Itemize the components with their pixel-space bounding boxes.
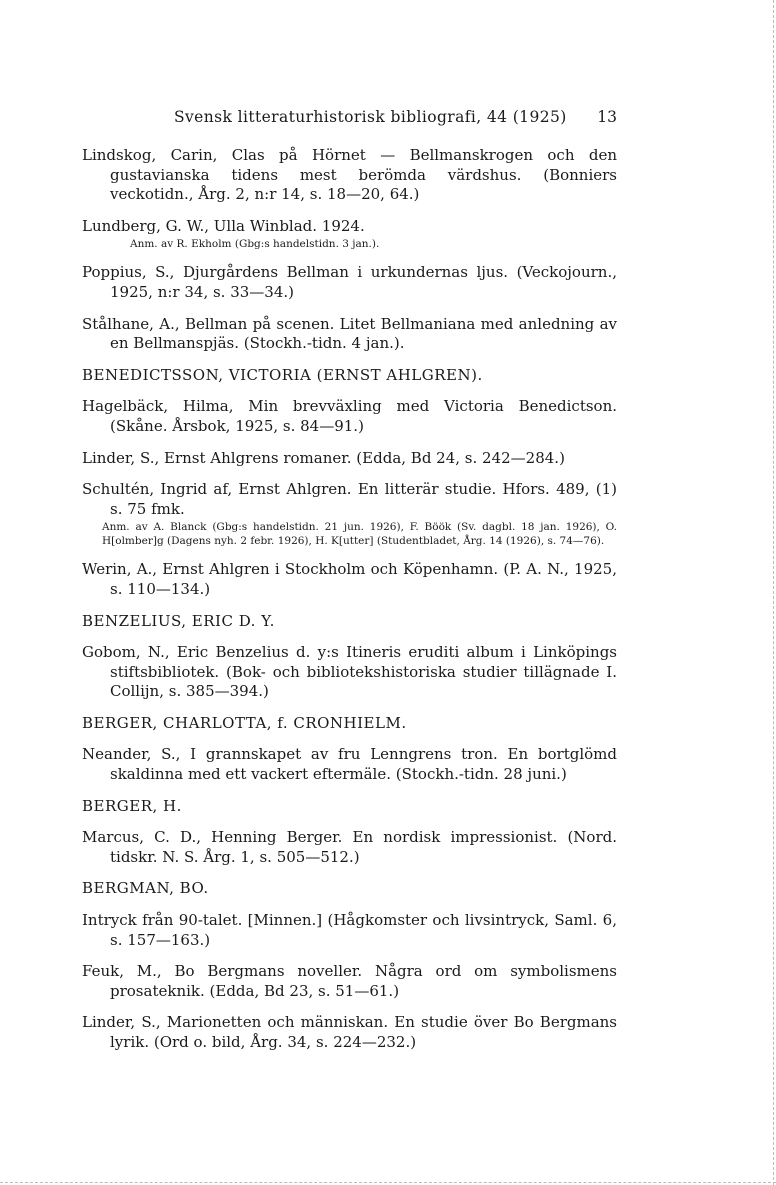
- entry-text: Schultén, Ingrid af, Ernst Ahlgren. En litterär studie. Hfors. 489, (1) s. 75 fmk.: [82, 480, 617, 518]
- scan-edge-right: [773, 0, 774, 1185]
- entry-text: Linder, S., Ernst Ahlgrens romaner. (Edda, Bd 24, s. 242—284.): [82, 448, 565, 467]
- author-heading: BERGMAN, BO.: [82, 879, 209, 898]
- bibliography-entry: [82, 643, 617, 702]
- author-heading: BERGER, H.: [82, 796, 182, 815]
- bibliography-entry: [82, 911, 617, 950]
- entry-text: Poppius, S., Djurgårdens Bellman i urkundernas ljus. (Veckojourn., 1925, n:r 34, s. 33—34.): [82, 263, 617, 301]
- entry-text: Linder, S., Marionetten och människan. En studie över Bo Bergmans lyrik. (Ord o. bild, Årg. 34, s. 224—232.): [82, 1013, 617, 1051]
- entry-text: Gobom, N., Eric Benzelius d. y:s Itineris eruditi album i Linköpings stiftsbibliotek. (Bok- och bibliotekshistoriska studier tillägnade I. Collijn, s. 385—394.): [82, 643, 617, 701]
- bibliography-entry: [82, 745, 617, 784]
- page-header: [82, 108, 617, 130]
- bibliography-entry: [82, 480, 617, 548]
- bibliography-content: [82, 146, 617, 1065]
- page-number: 13: [597, 108, 617, 126]
- bibliography-entry: [82, 962, 617, 1001]
- entry-text: Werin, A., Ernst Ahlgren i Stockholm och Köpenhamn. (P. A. N., 1925, s. 110—134.): [82, 560, 617, 598]
- entry-text: Feuk, M., Bo Bergmans noveller. Några ord om symbolismens prosateknik. (Edda, Bd 23, s. 51—61.): [82, 962, 617, 1000]
- bibliography-entry: [82, 146, 617, 205]
- author-heading: BENZELIUS, ERIC D. Y.: [82, 611, 275, 630]
- running-title: Svensk litteraturhistorisk bibliografi, 44 (1925): [174, 108, 567, 126]
- bibliography-entry: [82, 828, 617, 867]
- entry-text: Neander, S., I grannskapet av fru Lenngrens tron. En bortglömd skaldinna med ett vackert eftermäle. (Stockh.-tidn. 28 juni.): [82, 745, 617, 784]
- entry-note: Anm. av R. Ekholm (Gbg:s handelstidn. 3 jan.).: [130, 238, 380, 251]
- entry-text: Hagelbäck, Hilma, Min brevväxling med Victoria Benedictson. (Skåne. Årsbok, 1925, s. 84—91.): [82, 397, 617, 435]
- bibliography-entry: [82, 449, 617, 469]
- bibliography-entry: [82, 217, 617, 252]
- entry-text: Intryck från 90-talet. [Minnen.] (Hågkomster och livsintryck, Saml. 6, s. 157—163.): [82, 911, 617, 949]
- entry-text: Lundberg, G. W., Ulla Winblad. 1924.: [82, 216, 365, 235]
- entry-text: Marcus, C. D., Henning Berger. En nordisk impressionist. (Nord. tidskr. N. S. Årg. 1, s. 505—512.): [82, 828, 617, 866]
- author-heading: BERGER, CHARLOTTA, f. CRONHIELM.: [82, 713, 407, 732]
- bibliography-entry: [82, 1013, 617, 1052]
- entry-note: Anm. av A. Blanck (Gbg:s handelstidn. 21 jun. 1926), F. Böök (Sv. dagbl. 18 jan. 1926), O. H[olmber]g (Dagens nyh. 2 febr. 1926), H. K[utter] (Studentbladet, Årg. 14 (1926), s. 74—76).: [102, 521, 617, 548]
- scan-edge-bottom: [0, 1182, 776, 1183]
- bibliography-entry: [82, 263, 617, 302]
- entry-text: Lindskog, Carin, Clas på Hörnet — Bellmanskrogen och den gustavianska tidens mest berömda värdshus. (Bonniers veckotidn., Årg. 2, n:r 14, s. 18—20, 64.): [82, 146, 617, 204]
- entry-text: Stålhane, A., Bellman på scenen. Litet Bellmaniana med anledning av en Bellmanspjäs. (Stockh.-tidn. 4 jan.).: [82, 314, 617, 353]
- bibliography-entry: [82, 560, 617, 599]
- bibliography-entry: [82, 315, 617, 354]
- author-heading: BENEDICTSSON, VICTORIA (ERNST AHLGREN).: [82, 365, 483, 384]
- bibliography-entry: [82, 397, 617, 436]
